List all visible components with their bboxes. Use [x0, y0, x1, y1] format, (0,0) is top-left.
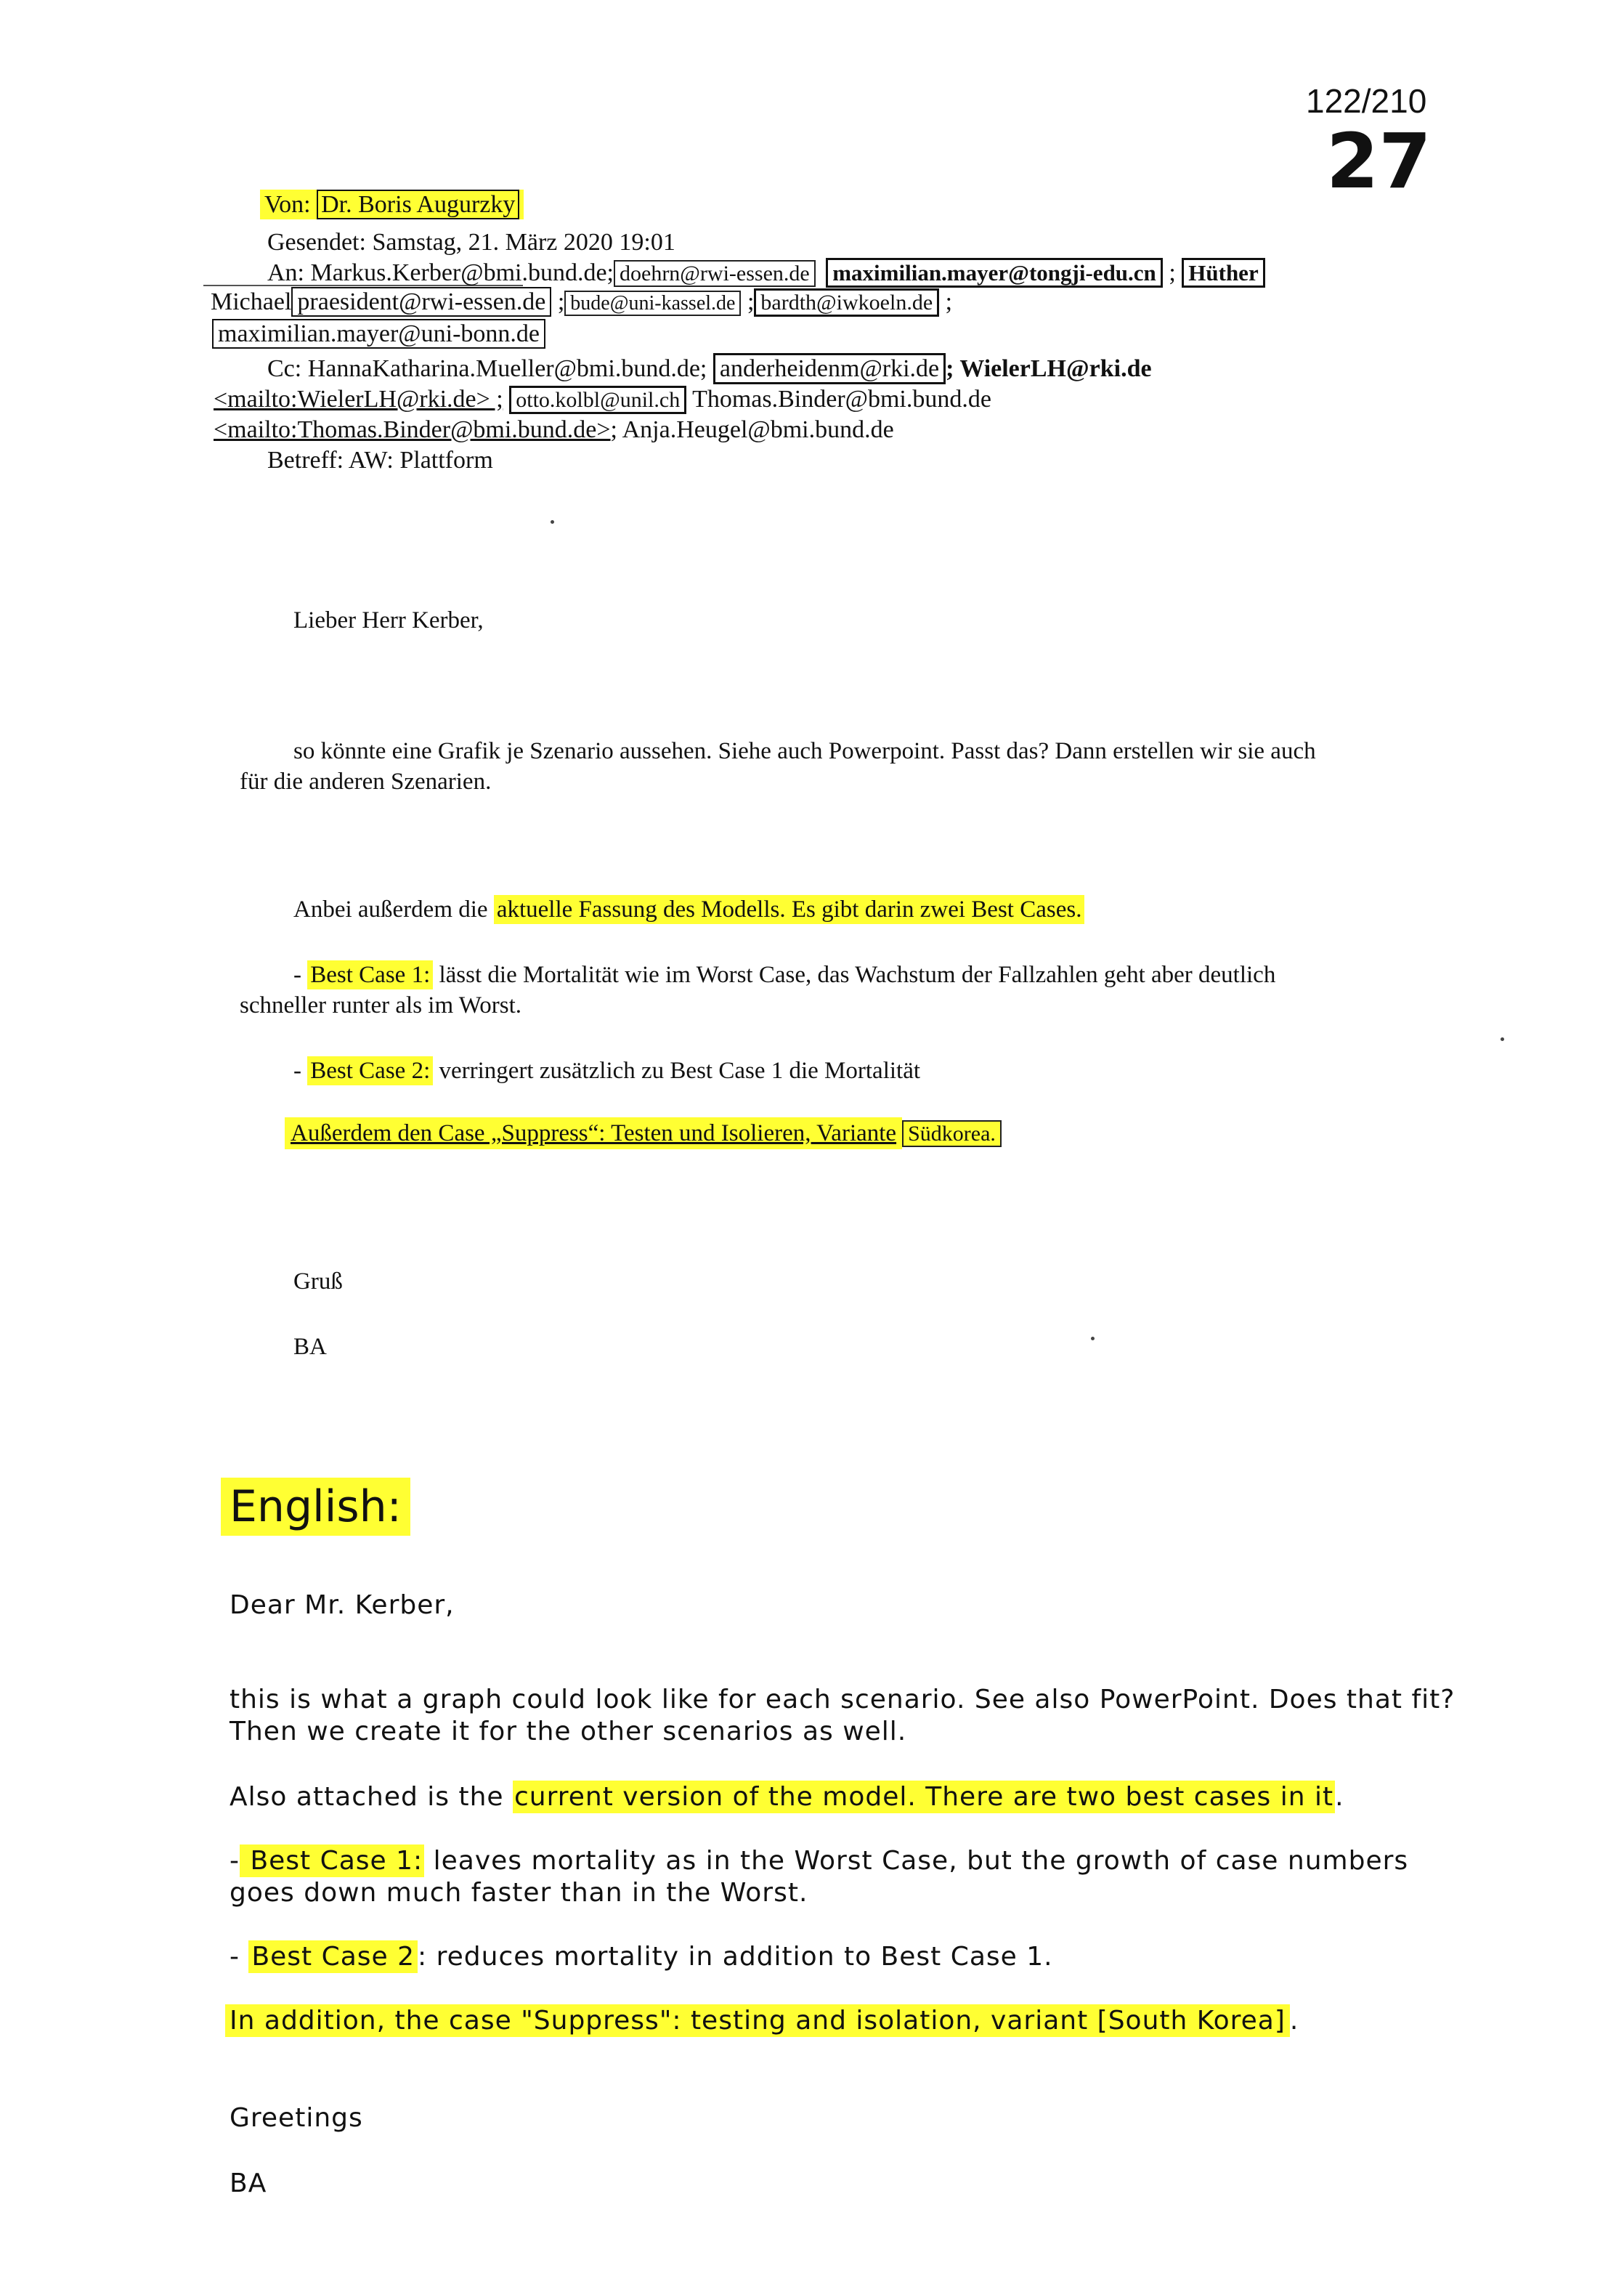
german-best-case-1: [293, 960, 1275, 989]
to-recipient-4: Hüther: [1182, 258, 1264, 288]
english-p2-highlight: current version of the model. There are two best cases in it: [513, 1782, 1334, 1812]
english-suppress-highlight: In addition, the case "Suppress": testing and isolation, variant [South Korea]: [225, 2004, 1290, 2037]
english-bc1-label: Best Case 1:: [241, 1846, 423, 1876]
german-suppress-box: Südkorea.: [902, 1120, 1002, 1147]
english-bc1-text: leaves mortality as in the Worst Case, but the growth of case numbers: [424, 1846, 1409, 1876]
cc-recipient-6: Thomas.Binder@bmi.bund.de: [692, 386, 991, 413]
english-bc2-label: Best Case 2: [248, 1940, 418, 1973]
german-bc2-label: Best Case 2:: [307, 1056, 433, 1085]
german-p2-highlight: aktuelle Fassung des Modells. Es gibt darin zwei Best Cases.: [494, 895, 1085, 924]
cc-recipient-3: ; WielerLH@rki.de: [946, 355, 1152, 382]
english-p2-prefix: Also attached is the: [230, 1782, 513, 1812]
german-suppress: [285, 1119, 1002, 1149]
cc-recipient-5: otto.kolbl@unil.ch: [509, 386, 686, 414]
page-number: 27: [1326, 117, 1432, 206]
cc-recipient-8: ; Anja.Heugel@bmi.bund.de: [610, 416, 894, 443]
cc-recipient-7: <mailto:Thomas.Binder@bmi.bund.de>: [214, 416, 611, 443]
english-p2: [230, 1781, 1344, 1813]
to-line-3: [212, 320, 545, 349]
english-p1-line2: Then we create it for the other scenarios as well.: [230, 1717, 907, 1746]
english-best-case-2: [230, 1941, 1053, 1973]
german-p1-line1: so könnte eine Grafik je Szenario aussehen. Siehe auch Powerpoint. Passt das? Dann erstellen wir sie auch: [293, 738, 1316, 764]
subject-line: Betreff: AW: Plattform: [267, 447, 493, 474]
english-greeting: Dear Mr. Kerber,: [230, 1590, 455, 1620]
to-recipient-5-prefix: Michael: [211, 288, 292, 315]
english-signature: BA: [230, 2169, 267, 2198]
cc-line-3: [214, 416, 894, 445]
scan-speck: [1501, 1037, 1504, 1041]
german-bc1-text: lässt die Mortalität wie im Worst Case, das Wachstum der Fallzahlen geht aber deutlich: [433, 962, 1276, 988]
english-suppress: [225, 2005, 1299, 2037]
english-bc2-text: : reduces mortality in addition to Best Case 1.: [418, 1942, 1053, 1972]
sent-line: Gesendet: Samstag, 21. März 2020 19:01: [267, 229, 675, 256]
dash: -: [230, 1942, 249, 1972]
german-p2-prefix: Anbei außerdem die: [293, 896, 494, 923]
cc-recipient-1: Cc: HannaKatharina.Mueller@bmi.bund.de;: [267, 355, 707, 382]
to-label: An:: [267, 259, 304, 286]
german-p1-line2: für die anderen Szenarien.: [240, 769, 492, 795]
german-signature: BA: [293, 1334, 327, 1360]
german-best-case-2: [293, 1056, 920, 1085]
english-p2-suffix: .: [1335, 1782, 1344, 1812]
german-p2: [293, 895, 1084, 924]
scan-speck: [551, 520, 554, 524]
to-recipient-3: maximilian.mayer@tongji-edu.cn: [826, 258, 1163, 288]
to-recipient-7: bardth@iwkoeln.de: [754, 288, 939, 317]
english-suppress-suffix: .: [1289, 2006, 1299, 2036]
separator: ;: [747, 288, 755, 315]
from-line: [260, 190, 524, 219]
to-recipient-5: praesident@rwi-essen.de: [291, 287, 551, 317]
dash: -: [230, 1846, 240, 1876]
english-best-case-1: [230, 1845, 1408, 1877]
to-recipient-8: maximilian.mayer@uni-bonn.de: [212, 319, 545, 349]
to-line-2: [211, 288, 952, 318]
cc-recipient-4: <mailto:WielerLH@rki.de> ;: [214, 386, 503, 413]
to-recipient-6: bude@uni-kassel.de: [564, 291, 741, 316]
scan-speck: [1091, 1337, 1095, 1340]
to-recipient-1: Markus.Kerber@bmi.bund.de;: [310, 259, 614, 286]
page-counter: 122/210: [1306, 82, 1427, 120]
german-bc2-text: verringert zusätzlich zu Best Case 1 die Mortalität: [433, 1058, 921, 1084]
german-suppress-text: Außerdem den Case „Suppress“: Testen und Isolieren, Variante: [285, 1117, 902, 1149]
german-bc1-label: Best Case 1:: [307, 960, 433, 989]
from-name: Dr. Boris Augurzky: [317, 190, 519, 219]
english-closing: Greetings: [230, 2103, 363, 2133]
to-recipient-2: doehrn@rwi-essen.de: [614, 260, 816, 287]
dash: -: [293, 962, 308, 988]
separator: ;: [1169, 259, 1176, 286]
cc-line-1: [267, 355, 1152, 384]
dash: -: [293, 1058, 308, 1084]
german-greeting: Lieber Herr Kerber,: [293, 607, 484, 633]
cc-line-2: [214, 385, 991, 415]
to-line-1: [267, 259, 1265, 288]
english-heading: English:: [221, 1478, 410, 1536]
german-bc1-line2: schneller runter als im Worst.: [240, 992, 522, 1019]
english-bc1-line2: goes down much faster than in the Worst.: [230, 1878, 808, 1908]
separator: ;: [557, 288, 565, 315]
from-label: Von:: [264, 191, 311, 218]
separator: ;: [945, 288, 953, 315]
english-p1-line1: this is what a graph could look like for each scenario. See also PowerPoint. Does that fit?: [230, 1685, 1455, 1714]
cc-recipient-2: anderheidenm@rki.de: [713, 353, 946, 384]
german-closing: Gruß: [293, 1268, 343, 1295]
